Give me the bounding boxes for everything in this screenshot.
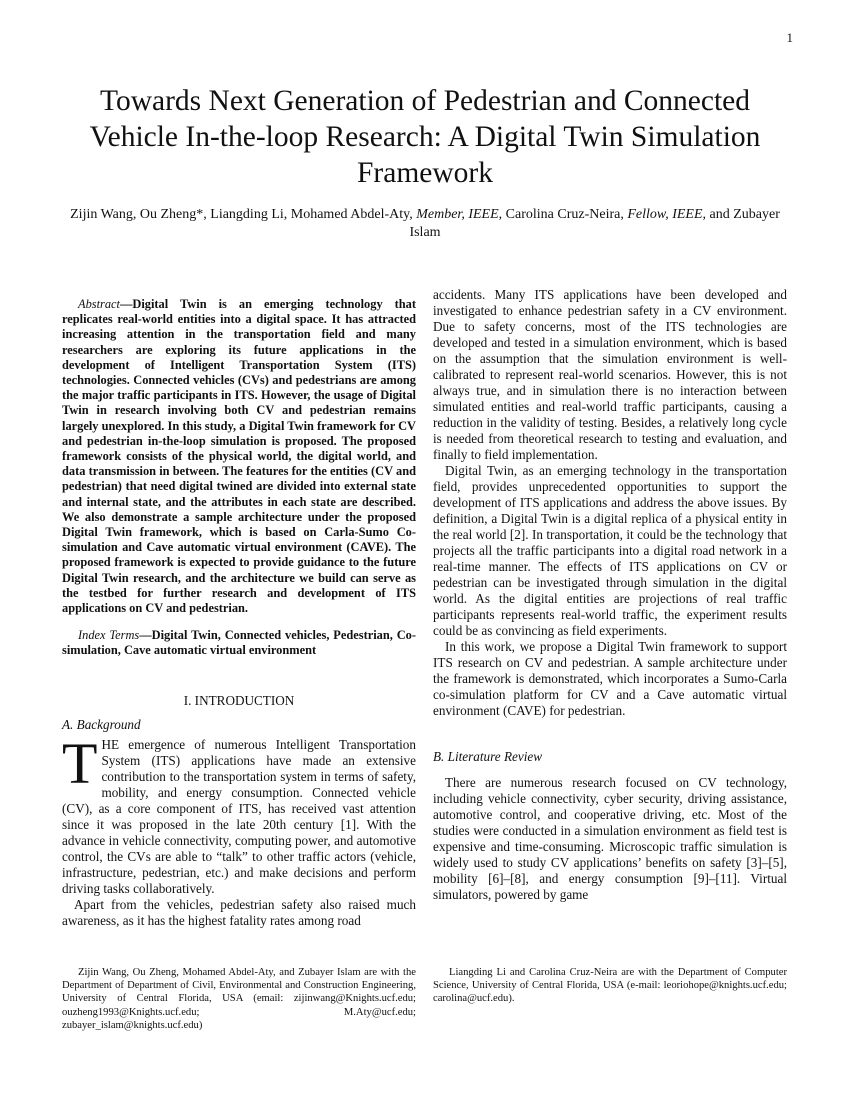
section-heading-introduction: I. INTRODUCTION [183,692,295,708]
page-number: 1 [786,30,793,45]
member-title: Member, IEEE [416,207,499,222]
footnote-right: Liangding Li and Carolina Cruz-Neira are with the Department of Computer Science, University of Central Florida, USA (e-mail: leoriohope@knights.ucf.edu; carolina@ucf.edu). [433,967,787,1005]
abstract-text: —Digital Twin is an emerging technology that replicates real-world entities into a digital space. It has attracted increasing attention in the transportation field and many researchers are exploring its future applications in the development of Intelligent Transportation System (ITS) technologies. Connected vehicles (CVs) and pedestrians are among the major traffic participants in ITS. However, the usage of Digital Twin in research involving both CV and pedestrian remains largely unexplored. In this study, a Digital Twin framework for CV and pedestrian in-the-loop simulation is proposed. The proposed framework consists of the physical world, the digital world, and data transmission in between. The features for the entities (CV and pedestrian) that need digital twined are divided into external state and internal state, and the attributes in each state are described. We also demonstrate a sample architecture under the proposed Digital Twin framework, which is based on Carla-Sumo Co-simulation and Cave automatic virtual environment (CAVE). The proposed framework is expected to provide guidance to the future Digital Twin research, and the architecture we build can serve as the testbed for further research and development of ITS applications on CV and pedestrian. [62,297,416,616]
footnote-left: Zijin Wang, Ou Zheng, Mohamed Abdel-Aty, and Zubayer Islam are with the Department of Department of Civil, Environmental and Construction Engineering, University of Central Florida, USA (email: zijinwang@Knights.ucf.edu; ouzheng1993@Knights.ucf.edu; M.Aty@ucf.edu; zubayer_islam@knights.ucf.edu) [62,967,416,1031]
fellow-title: Fellow, IEEE [627,207,703,222]
abstract-label: Abstract [78,297,120,311]
subsection-heading-background: A. Background [62,716,141,732]
drop-cap: T [62,730,98,796]
abstract [62,297,416,616]
subsection-heading-literature-review: B. Literature Review [433,749,543,764]
index-terms-text: —Digital Twin, Connected vehicles, Pedestrian, Co-simulation, Cave automatic virtual environment [62,628,416,658]
authors-part2: , Carolina Cruz-Neira, [498,207,628,222]
index-terms [62,628,416,658]
paragraph-2-continued: accidents. Many ITS applications have been developed and investigated to enhance pedestrian safety in a CV environment. Due to safety concerns, most of the ITS technologies are developed and tested in a simulation environment, which is based on the assumption that the simulation environment is well-calibrated to represent real-world scenarios. However, this is not always true, and in simulation there is no interaction between simulated entities and real-world traffic participants, causing a reduction in the validity of testing. Besides, a relatively long cycle is needed from theoretical research to testing and evaluation, and finally to field implementation. [433,287,787,462]
paragraph-2: Apart from the vehicles, pedestrian safety also raised much awareness, as it has the highest fatality rates among road [62,896,416,928]
left-column [62,297,416,929]
paragraph-1-text: HE emergence of numerous Intelligent Transportation System (ITS) applications have made an extensive contribution to the transportation system in terms of safety, mobility, and energy consumption. Connected vehicle (CV), as a core component of ITS, has received vast attention since it was proposed in the late 20th century [1]. With the advance in vehicle connectivity, computing power, and automotive control, the CVs are able to “talk” to other traffic actors (vehicle, infrastructure, pedestrian, etc.) and make decisions and perform driving tasks collaboratively. [62,736,416,896]
paper-title: Towards Next Generation of Pedestrian and Connected Vehicle In-the-loop Research: A Digital Twin Simulation Framework [89,85,761,189]
authors-part1: Zijin Wang, Ou Zheng*, Liangding Li, Mohamed Abdel-Aty, [70,207,417,222]
author-list [60,206,790,242]
right-column [433,287,787,903]
paragraph-5: There are numerous research focused on CV technology, including vehicle connectivity, cyber security, driving assistance, automotive control, and cooperative driving, etc. Most of the studies were conducted in a simulation environment as field test is expensive and time-consuming. Microscopic traffic simulation is widely used to study CV applications’ benefits on safety [3]–[5], mobility [6]–[8], and energy consumption [9]–[11]. Virtual simulators, powered by game [433,775,787,902]
paragraph-3: Digital Twin, as an emerging technology in the transportation field, provides unprecedented opportunities to support the development of ITS applications and address the above issues. By definition, a Digital Twin is a digital replica of a physical entity in the real world [2]. In transportation, it could be the technology that projects all the traffic participants into a digital road network in a real-time manner. The effects of ITS applications on CV or pedestrian can be investigated through simulation in the digital world. As the digital entities are projections of real traffic participants represents real-world traffic, the experiment results could be as convincing as field experiments. [433,463,787,638]
index-terms-label: Index Terms [78,628,140,643]
paragraph-1 [62,730,416,897]
paragraph-4: In this work, we propose a Digital Twin framework to support ITS research on CV and pedestrian. A sample architecture under the framework is demonstrated, which incorporates a Sumo-Carla co-simulation platform for CV and a Cave automatic virtual environment (CAVE) for pedestrian. [433,639,787,718]
authors-part3: , and Zubayer Islam [409,207,780,240]
